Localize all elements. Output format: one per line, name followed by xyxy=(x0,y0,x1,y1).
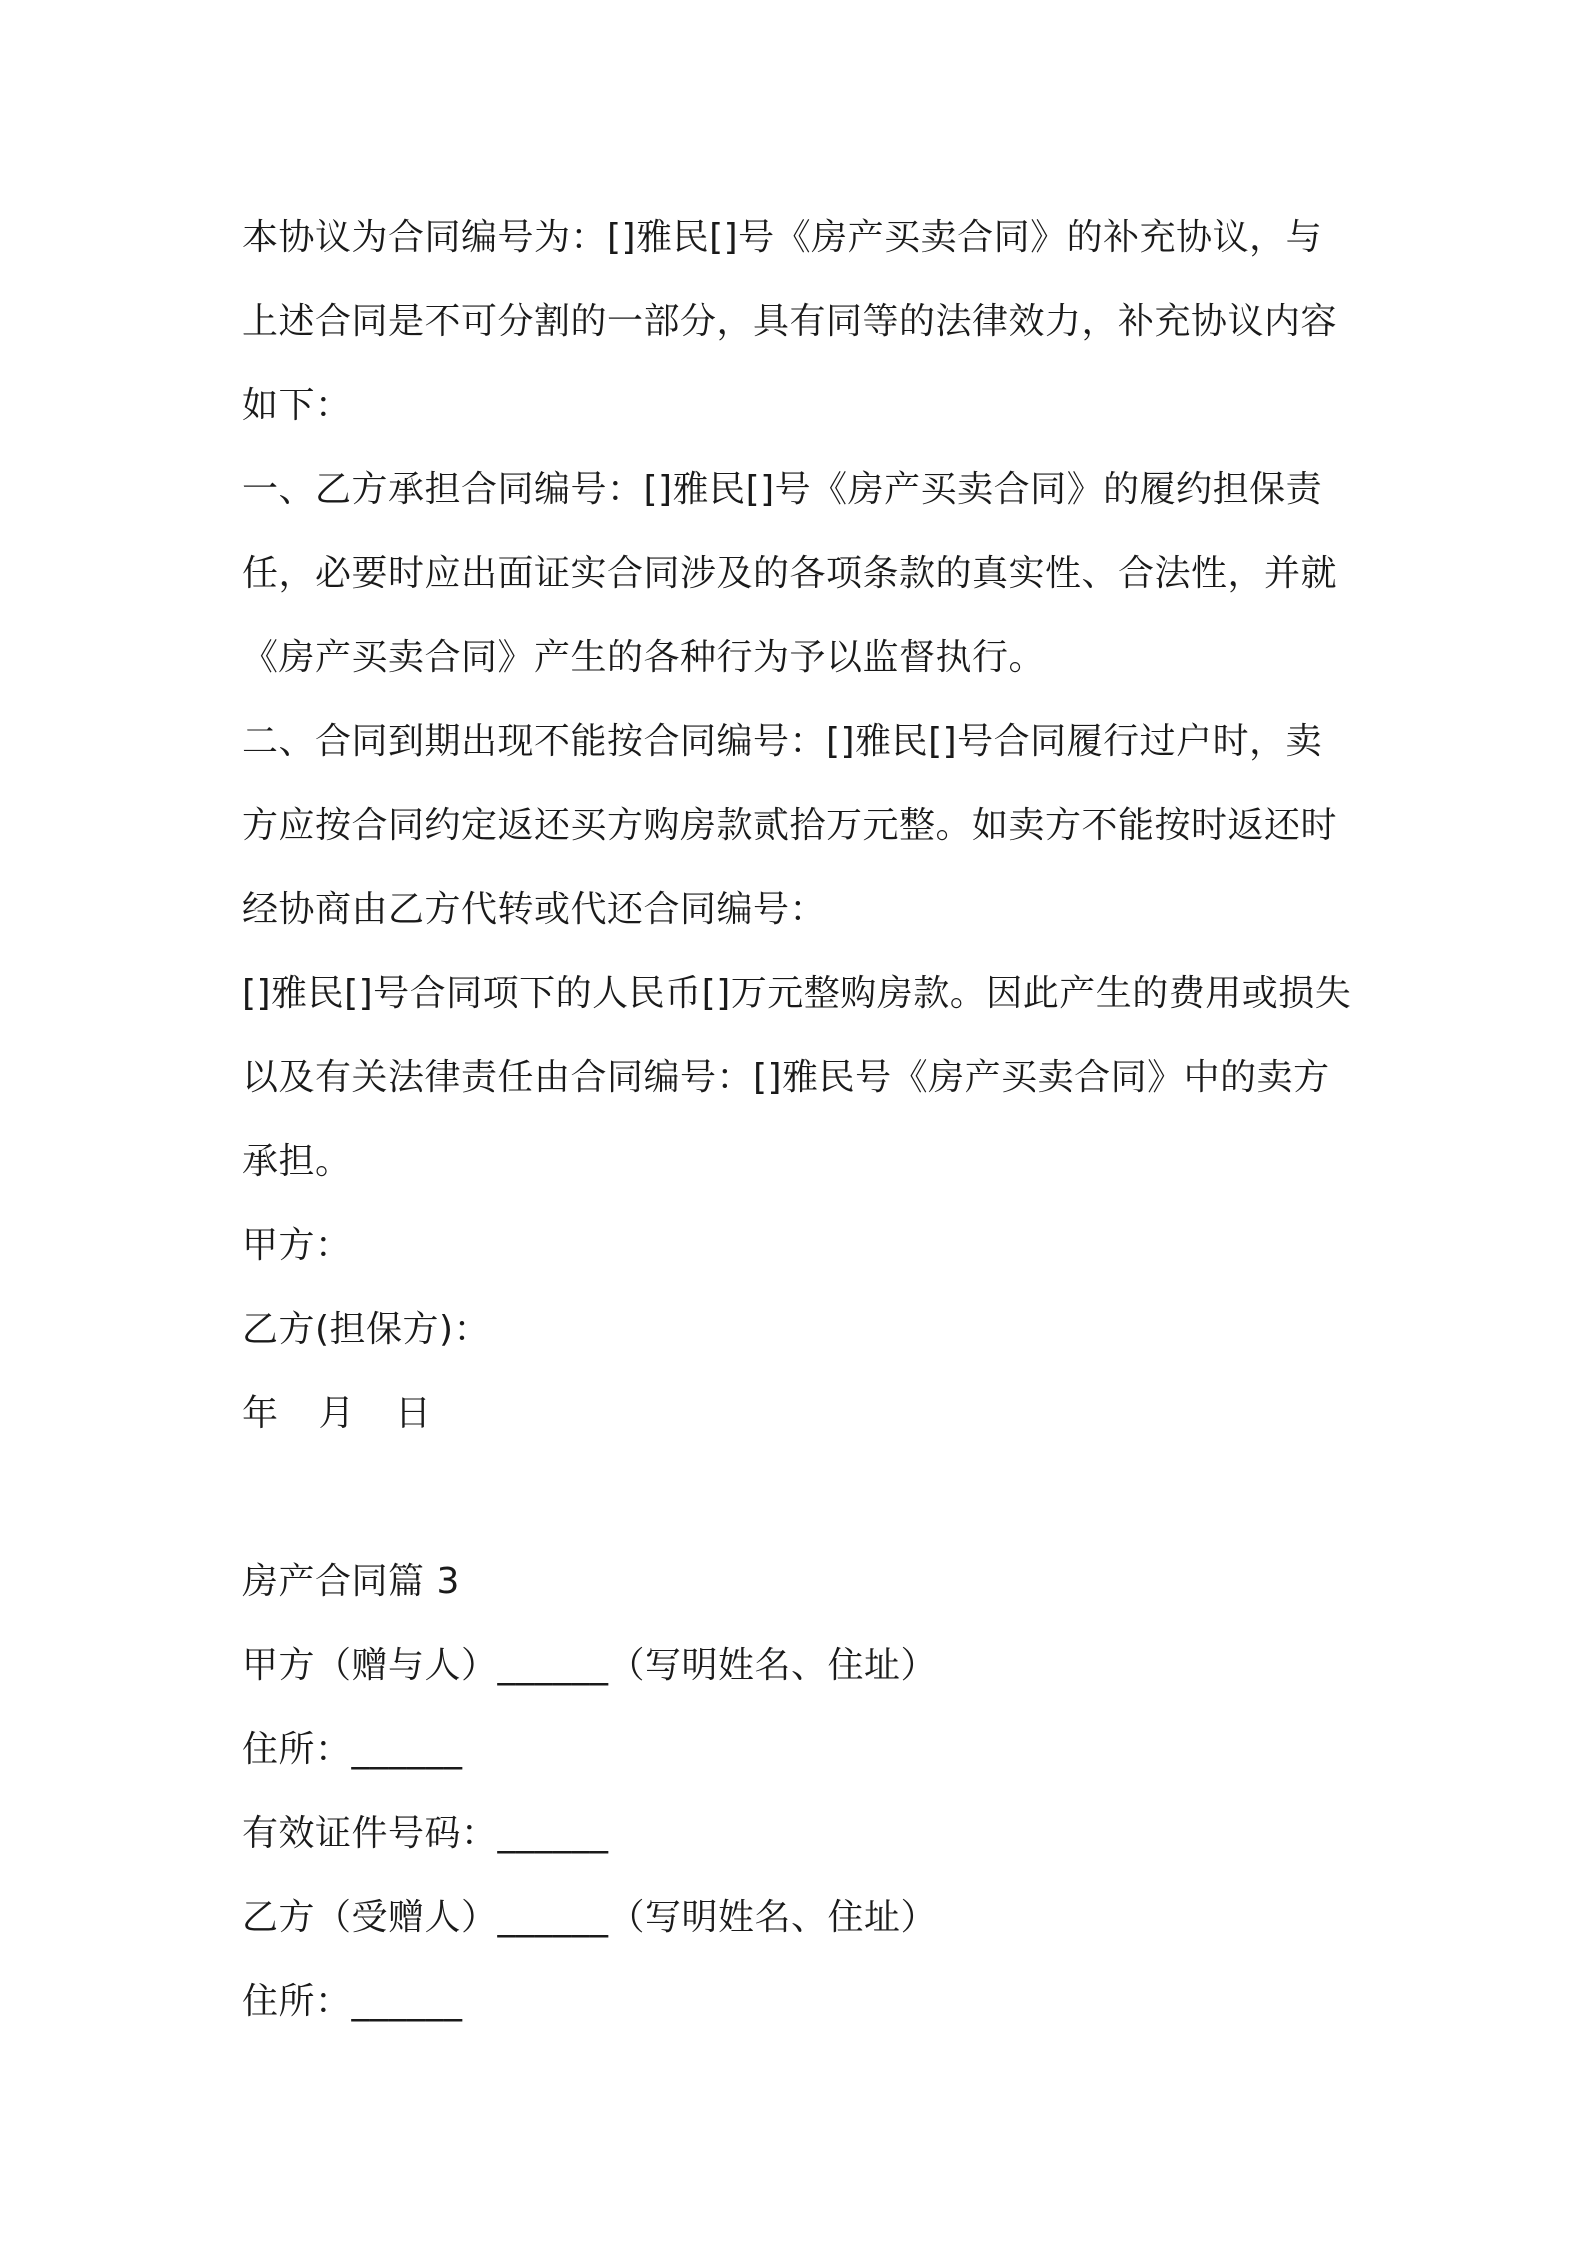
paragraph-line: 本协议为合同编号为：[]雅民[]号《房产买卖合同》的补充协议，与 xyxy=(242,217,1323,258)
clause-2-line: []雅民[]号合同项下的人民币[]万元整购房款。因此产生的费用或损失 xyxy=(242,973,1352,1014)
party-b-signature: 乙方(担保方)： xyxy=(242,1309,491,1350)
donor-id-field: 有效证件号码：______ xyxy=(242,1813,609,1854)
clause-2-line: 以及有关法律责任由合同编号：[]雅民号《房产买卖合同》中的卖方 xyxy=(242,1057,1330,1098)
clause-1-line: 一、乙方承担合同编号：[]雅民[]号《房产买卖合同》的履约担保责 xyxy=(242,469,1323,510)
section-spacer xyxy=(242,1456,1362,1540)
clause-2-line: 方应按合同约定返还买方购房款贰拾万元整。如卖方不能按时返还时 xyxy=(242,805,1338,846)
clause-1-line: 任，必要时应出面证实合同涉及的各项条款的真实性、合法性，并就 xyxy=(242,553,1338,594)
clause-2-line: 二、合同到期出现不能按合同编号：[]雅民[]号合同履行过户时，卖 xyxy=(242,721,1323,762)
paragraph-line: 上述合同是不可分割的一部分，具有同等的法律效力，补充协议内容 xyxy=(242,301,1338,342)
date-year: 年 xyxy=(242,1393,279,1434)
party-a-signature: 甲方： xyxy=(242,1225,352,1266)
signature-date xyxy=(242,1372,1362,1456)
donee-field: 乙方（受赠人）______（写明姓名、住址） xyxy=(242,1897,938,1938)
document-page xyxy=(242,196,1362,2044)
clause-2-line: 经协商由乙方代转或代还合同编号： xyxy=(242,889,827,930)
date-month: 月 xyxy=(318,1393,356,1434)
donee-address-field: 住所：______ xyxy=(242,1981,463,2022)
clause-2-line: 承担。 xyxy=(242,1141,352,1182)
donor-field: 甲方（赠与人）______（写明姓名、住址） xyxy=(242,1645,938,1686)
contract-section-3 xyxy=(242,1540,1362,2044)
paragraph-line: 如下： xyxy=(242,385,352,426)
clause-1-line: 《房产买卖合同》产生的各种行为予以监督执行。 xyxy=(242,637,1046,678)
section-title: 房产合同篇 3 xyxy=(242,1561,460,1602)
date-day: 日 xyxy=(395,1393,432,1434)
donor-address-field: 住所：______ xyxy=(242,1729,463,1770)
supplementary-agreement-section xyxy=(242,196,1362,1456)
